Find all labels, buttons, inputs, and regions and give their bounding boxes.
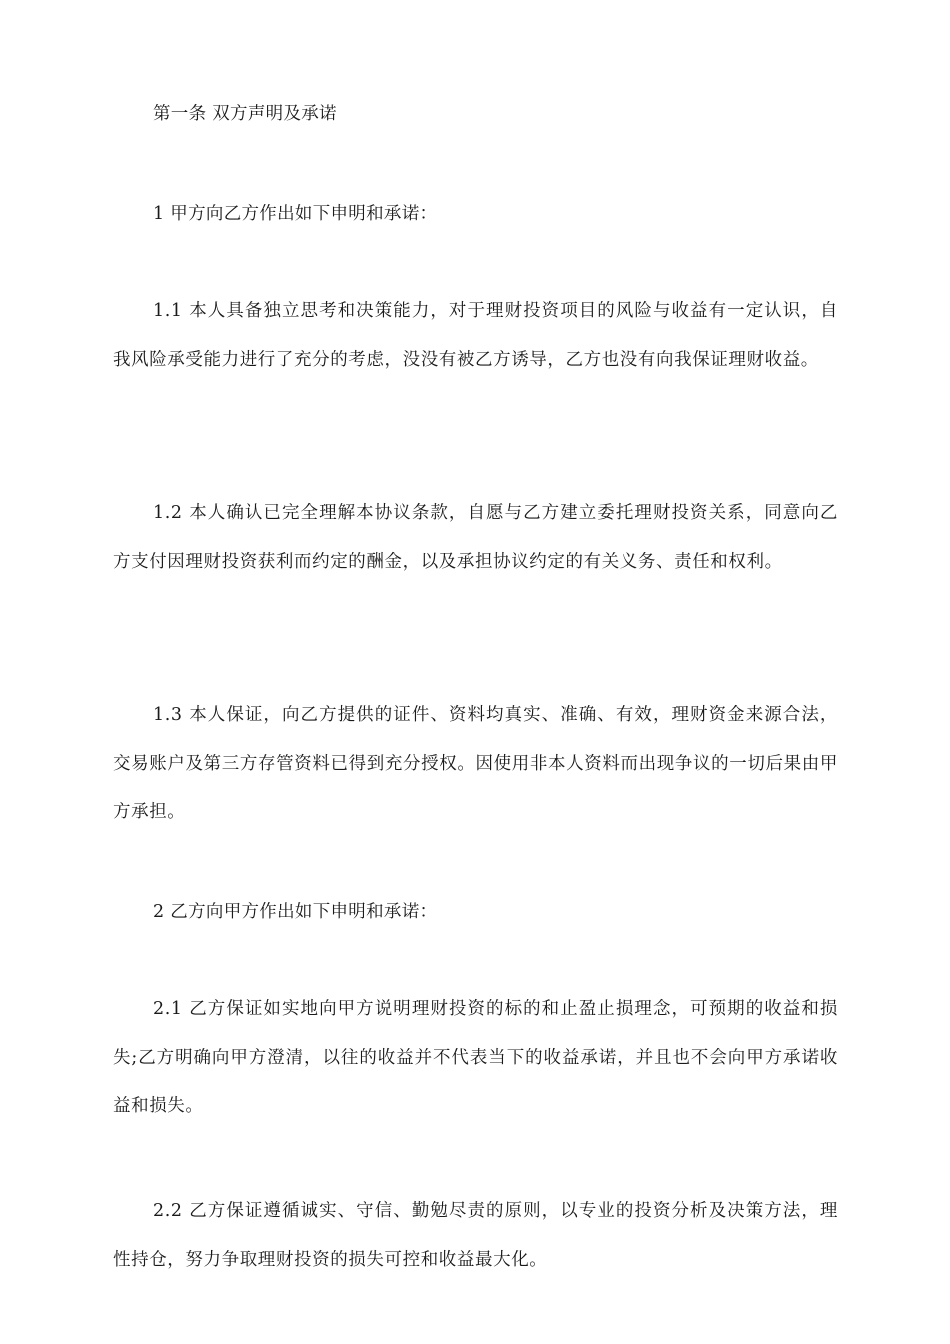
clause-2-1-paragraph: 2.1 乙方保证如实地向甲方说明理财投资的标的和止盈止损理念，可预期的收益和损失;乙方明确向甲方澄清，以往的收益并不代表当下的收益承诺，并且也不会向甲方承诺收益和损失。: [113, 999, 838, 1116]
clause-1-1-paragraph: 1.1 本人具备独立思考和决策能力，对于理财投资项目的风险与收益有一定认识，自我风险承受能力进行了充分的考虑，没没有被乙方诱导，乙方也没有向我保证理财收益。: [113, 301, 838, 370]
clause-2-2-paragraph: 2.2 乙方保证遵循诚实、守信、勤勉尽责的原则，以专业的投资分析及决策方法，理性持仓，努力争取理财投资的损失可控和收益最大化。: [113, 1201, 838, 1270]
clause-1-2-paragraph: 1.2 本人确认已完全理解本协议条款，自愿与乙方建立委托理财投资关系，同意向乙方支付因理财投资获利而约定的酬金，以及承担协议约定的有关义务、责任和权利。: [113, 503, 838, 572]
clause-2-heading: 2 乙方向甲方作出如下申明和承诺：: [153, 902, 438, 922]
clause-1-heading: 1 甲方向乙方作出如下申明和承诺：: [153, 204, 438, 224]
article-heading: 第一条 双方声明及承诺: [153, 104, 337, 124]
clause-1-3-paragraph: 1.3 本人保证，向乙方提供的证件、资料均真实、准确、有效，理财资金来源合法，交易账户及第三方存管资料已得到充分授权。因使用非本人资料而出现争议的一切后果由甲方承担。: [113, 705, 838, 822]
